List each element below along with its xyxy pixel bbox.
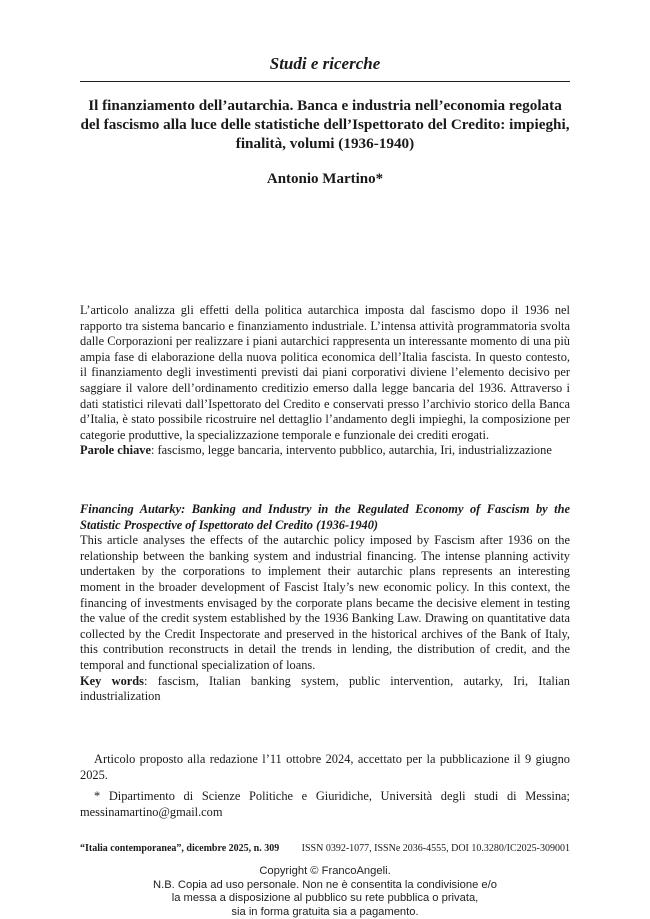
keywords-italian-list: : fascismo, legge bancaria, intervento pubblico, autarchia, Iri, industrializzazione [151,443,552,458]
article-author: Antonio Martino* [266,171,384,187]
keywords-english-label: Key words [80,673,144,688]
section-label: Studi e ricerche [269,54,381,73]
copyright-notice [0,865,650,919]
abstract-italian-text: L’articolo analizza gli effetti della politica autarchica imposta dal fascismo dopo il 1936 nel rapporto tra sistema bancario e finanziamento industriale. L’intensa attività programmatoria svolta dalle Corporazioni per realizzare i piani autarchici rappresenta un interessante momento di una più ampia fase di elaborazione della nuova politica economica dell’Italia fascista. In questo contesto, il finanziamento degli investimenti previsti dai piani corporativi diviene l’elemento decisivo per saggiare il valore dell’ordinamento creditizio emerso dalla legge bancaria del 1936. Attraverso i dati statistici rilevati dall’Ispettorato del Credito e conservati presso l’archivio storico della Banca d’Italia, è stato possibile ricostruire nel dettaglio l’andamento degli impieghi, la composizione per categorie produttive, la specializzazione temporale e funzionale dei crediti erogati. [80,303,570,442]
journal-footer [80,843,570,854]
header-rule [80,81,570,82]
english-title: Financing Autarky: Banking and Industry in the Regulated Economy of Fascism by the Statistic Prospective of Ispettorato del Credito (1936-1940) [80,502,570,532]
abstract-italian [80,303,570,459]
journal-identifiers: ISSN 0392-1077, ISSNe 2036-4555, DOI 10.3280/IC2025-309001 [301,843,570,854]
abstract-english [80,502,570,705]
abstract-english-text: This article analyses the effects of the autarchic policy imposed by Fascism after 1936 on the relationship between the banking system and industrial financing. The intense planning activity undertaken by the corporations to implement their autarchic plans represents an interesting moment in the broader development of Fascist Italy’s new economic policy. In this context, the financing of investments envisaged by the corporate plans became the decisive element in testing the value of the credit system established by the 1936 Banking Law. Drawing on quantitative data collected by the Credit Inspectorate and preserved in the historical archives of the Bank of Italy, this contribution reconstructs in detail the trends in lending, the distribution of credit, and the temporal and functional specialization of loans. [80,533,570,672]
author-affiliation: * Dipartimento di Scienze Politiche e Giuridiche, Università degli studi di Messina; messinamartino@gmail.com [80,789,570,819]
copyright-line-3: la messa a disposizione al pubblico su rete pubblica o privata, [171,892,479,905]
copyright-line-1: Copyright © FrancoAngeli. [259,865,391,877]
keywords-italian-label: Parole chiave [80,443,151,458]
keywords-english-list: : fascism, Italian banking system, public intervention, autarky, Iri, Italian industrialization [80,673,570,704]
article-title: Il finanziamento dell’autarchia. Banca e industria nell’economia regolata del fascismo alla luce delle statistiche dell’Ispettorato del Credito: impieghi, finalità, volumi (1936-1940) [80,97,570,152]
journal-citation: “Italia contemporanea”, dicembre 2025, n. 309 [80,843,280,854]
keywords-english [80,674,570,705]
copyright-line-4: sia in forma gratuita sia a pagamento. [231,905,419,918]
submission-note: Articolo proposto alla redazione l’11 ottobre 2024, accettato per la pubblicazione il 9 giugno 2025. [80,752,570,782]
copyright-line-2: N.B. Copia ad uso personale. Non ne è consentita la condivisione e/o [153,878,497,891]
keywords-italian [80,443,570,459]
